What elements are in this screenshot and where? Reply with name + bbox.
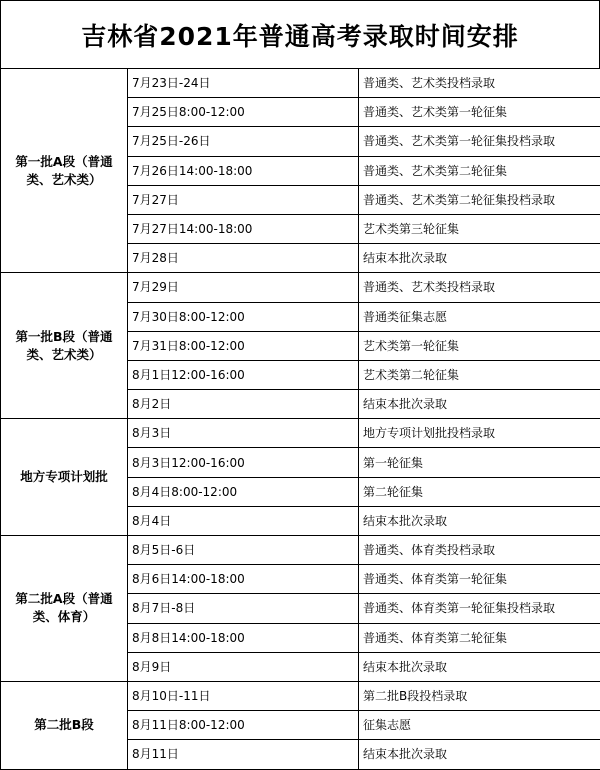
batch-name-cell: 第二批B段 <box>1 681 128 769</box>
time-cell: 7月23日-24日 <box>128 69 359 98</box>
time-cell: 8月3日12:00-16:00 <box>128 448 359 477</box>
time-cell: 7月25日-26日 <box>128 127 359 156</box>
time-cell: 8月11日8:00-12:00 <box>128 711 359 740</box>
event-cell: 普通类、体育类第一轮征集 <box>359 565 600 594</box>
event-cell: 普通类征集志愿 <box>359 302 600 331</box>
time-cell: 7月27日14:00-18:00 <box>128 214 359 243</box>
batch-name-cell: 第一批B段（普通类、艺术类） <box>1 273 128 419</box>
schedule-table <box>0 68 600 770</box>
event-cell: 结束本批次录取 <box>359 740 600 769</box>
event-cell: 结束本批次录取 <box>359 390 600 419</box>
event-cell: 普通类、艺术类第二轮征集投档录取 <box>359 185 600 214</box>
time-cell: 8月9日 <box>128 652 359 681</box>
time-cell: 7月31日8:00-12:00 <box>128 331 359 360</box>
time-cell: 8月4日 <box>128 506 359 535</box>
event-cell: 结束本批次录取 <box>359 244 600 273</box>
event-cell: 普通类、艺术类投档录取 <box>359 69 600 98</box>
time-cell: 8月10日-11日 <box>128 681 359 710</box>
time-cell: 7月26日14:00-18:00 <box>128 156 359 185</box>
event-cell: 艺术类第二轮征集 <box>359 360 600 389</box>
batch-name-cell: 第二批A段（普通类、体育） <box>1 536 128 682</box>
event-cell: 艺术类第一轮征集 <box>359 331 600 360</box>
event-cell: 普通类、体育类投档录取 <box>359 536 600 565</box>
event-cell: 第一轮征集 <box>359 448 600 477</box>
time-cell: 7月28日 <box>128 244 359 273</box>
event-cell: 第二轮征集 <box>359 477 600 506</box>
time-cell: 8月8日14:00-18:00 <box>128 623 359 652</box>
table-row <box>1 273 600 302</box>
event-cell: 地方专项计划批投档录取 <box>359 419 600 448</box>
time-cell: 7月25日8:00-12:00 <box>128 98 359 127</box>
page-title: 吉林省2021年普通高考录取时间安排 <box>0 0 600 68</box>
time-cell: 8月3日 <box>128 419 359 448</box>
event-cell: 普通类、艺术类第二轮征集 <box>359 156 600 185</box>
time-cell: 8月2日 <box>128 390 359 419</box>
event-cell: 普通类、艺术类第一轮征集投档录取 <box>359 127 600 156</box>
event-cell: 征集志愿 <box>359 711 600 740</box>
event-cell: 结束本批次录取 <box>359 652 600 681</box>
schedule-body <box>1 69 600 770</box>
table-row <box>1 419 600 448</box>
event-cell: 普通类、艺术类第一轮征集 <box>359 98 600 127</box>
event-cell: 艺术类第三轮征集 <box>359 214 600 243</box>
table-row <box>1 536 600 565</box>
time-cell: 8月7日-8日 <box>128 594 359 623</box>
event-cell: 普通类、体育类第二轮征集 <box>359 623 600 652</box>
event-cell: 第二批B段投档录取 <box>359 681 600 710</box>
table-row <box>1 681 600 710</box>
table-row <box>1 69 600 98</box>
batch-name-cell: 第一批A段（普通类、艺术类） <box>1 69 128 273</box>
time-cell: 8月1日12:00-16:00 <box>128 360 359 389</box>
time-cell: 8月5日-6日 <box>128 536 359 565</box>
event-cell: 普通类、艺术类投档录取 <box>359 273 600 302</box>
time-cell: 8月11日 <box>128 740 359 769</box>
time-cell: 8月6日14:00-18:00 <box>128 565 359 594</box>
time-cell: 7月29日 <box>128 273 359 302</box>
batch-name-cell: 地方专项计划批 <box>1 419 128 536</box>
time-cell: 7月30日8:00-12:00 <box>128 302 359 331</box>
event-cell: 结束本批次录取 <box>359 506 600 535</box>
time-cell: 8月4日8:00-12:00 <box>128 477 359 506</box>
event-cell: 普通类、体育类第一轮征集投档录取 <box>359 594 600 623</box>
time-cell: 7月27日 <box>128 185 359 214</box>
